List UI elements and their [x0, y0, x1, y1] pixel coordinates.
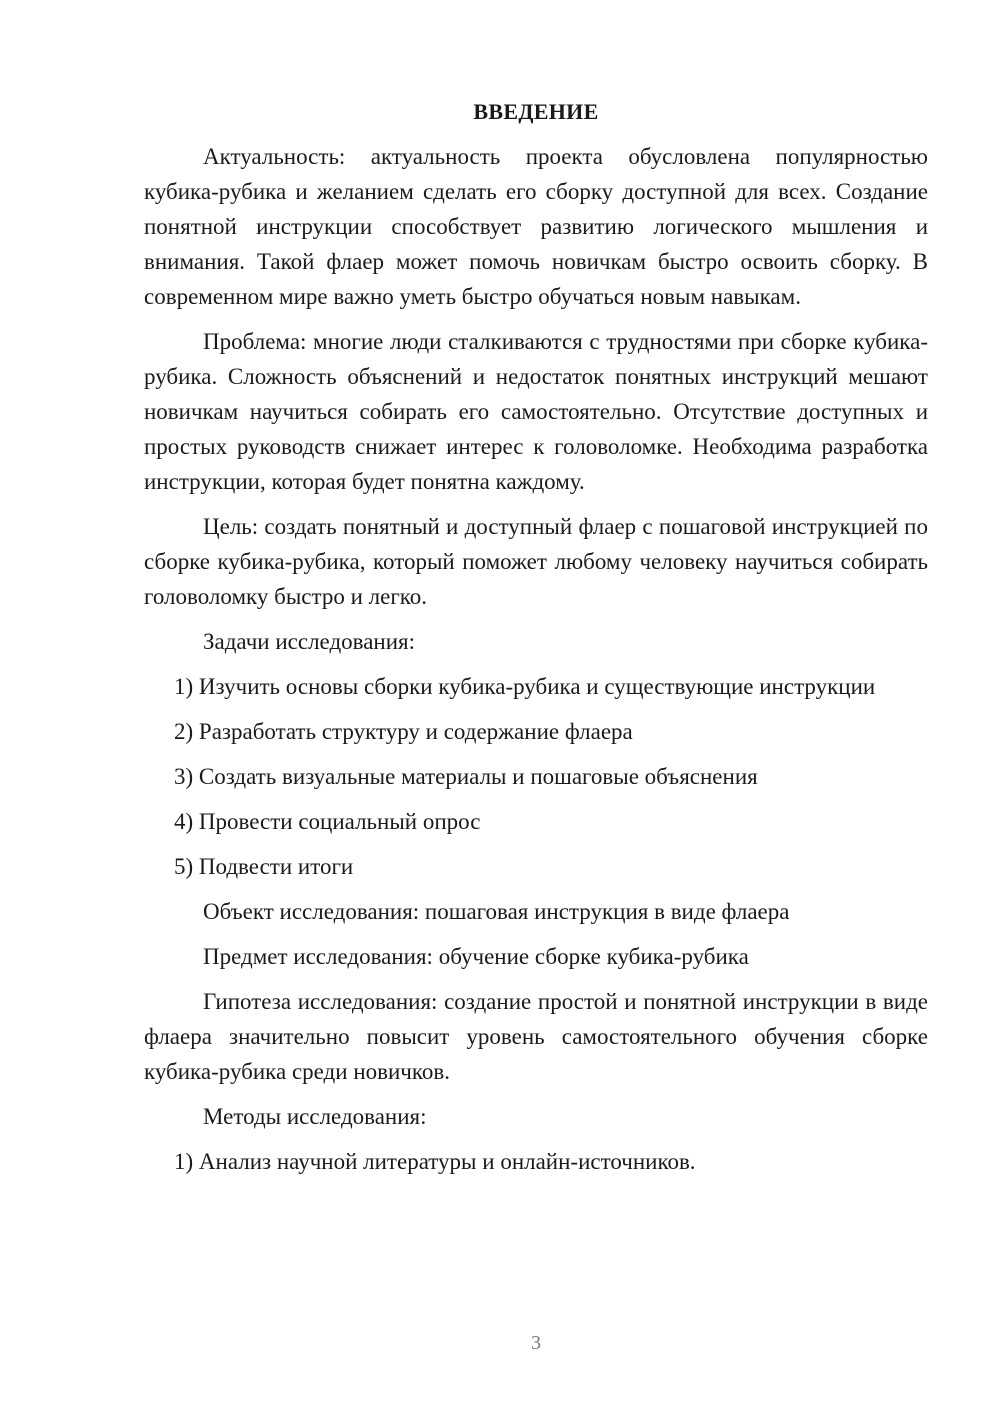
- task-item-1: 1) Изучить основы сборки кубика-рубика и существующие инструкции: [174, 674, 876, 699]
- task-item-3: 3) Создать визуальные материалы и пошаговые объяснения: [174, 764, 758, 789]
- relevance-paragraph: Актуальность: актуальность проекта обусловлена популярностью кубика-рубика и желанием сделать его сборку доступной для всех. Создание понятной инструкции способствует развитию логического мышления и внимания. Такой флаер может помочь новичкам быстро освоить сборку. В современном мире важно уметь быстро обучаться новым навыкам.: [144, 144, 928, 309]
- method-item-1: 1) Анализ научной литературы и онлайн-источников.: [174, 1149, 696, 1174]
- object-paragraph: Объект исследования: пошаговая инструкция в виде флаера: [203, 899, 790, 924]
- task-item-2: 2) Разработать структуру и содержание флаера: [174, 719, 633, 744]
- tasks-heading: Задачи исследования:: [203, 629, 416, 654]
- task-item-4: 4) Провести социальный опрос: [174, 809, 481, 834]
- subject-paragraph: Предмет исследования: обучение сборке кубика-рубика: [203, 944, 749, 969]
- page-content: [144, 94, 928, 1189]
- page-number: 3: [531, 1332, 541, 1354]
- problem-paragraph: Проблема: многие люди сталкиваются с трудностями при сборке кубика-рубика. Сложность объяснений и недостаток понятных инструкций мешают новичкам научиться собирать его самостоятельно. Отсутствие доступных и простых руководств снижает интерес к головоломке. Необходима разработка инструкции, которая будет понятна каждому.: [144, 329, 928, 494]
- hypothesis-paragraph: Гипотеза исследования: создание простой и понятной инструкции в виде флаера значительно повысит уровень самостоятельного обучения сборке кубика-рубика среди новичков.: [144, 989, 928, 1084]
- methods-heading: Методы исследования:: [203, 1104, 427, 1129]
- task-item-5: 5) Подвести итоги: [174, 854, 354, 879]
- goal-paragraph: Цель: создать понятный и доступный флаер с пошаговой инструкцией по сборке кубика-рубика, который поможет любому человеку научиться собирать головоломку быстро и легко.: [144, 514, 928, 609]
- page-title: ВВЕДЕНИЕ: [473, 99, 599, 124]
